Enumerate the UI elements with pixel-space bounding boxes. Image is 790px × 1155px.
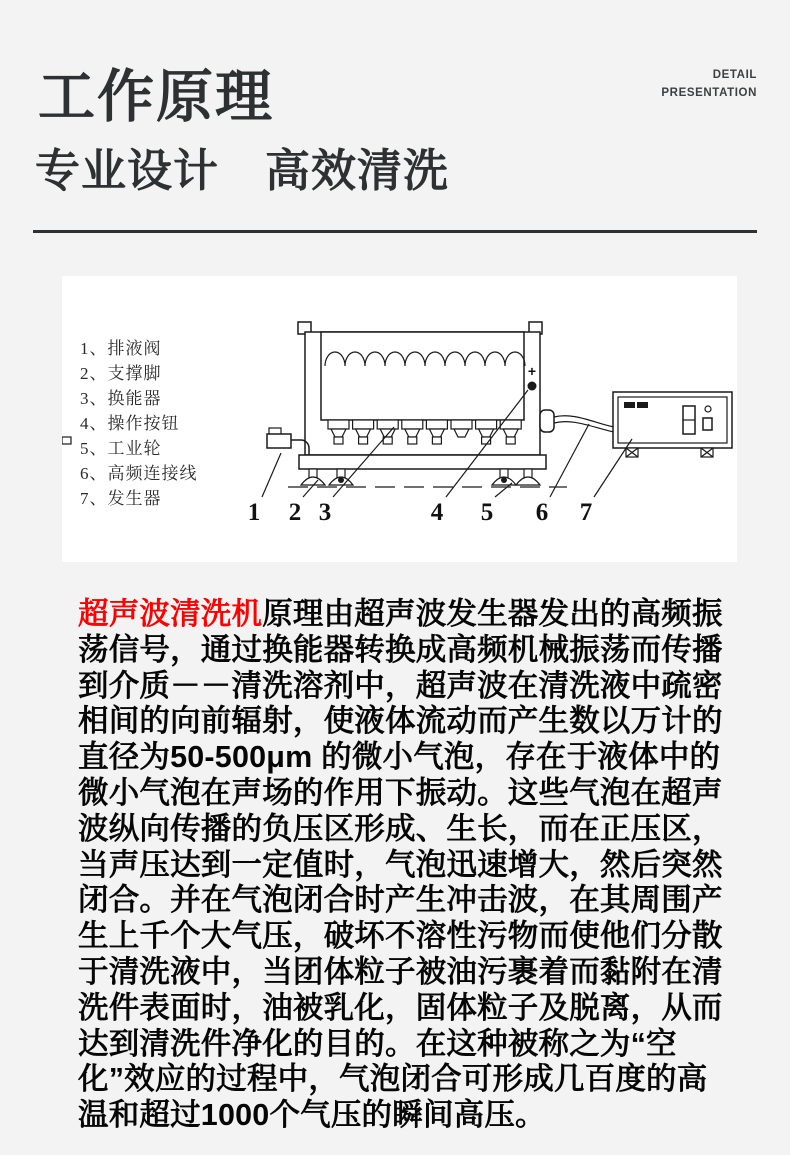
wheel-knob xyxy=(338,477,344,483)
callout-5: 5 xyxy=(480,499,494,526)
corner-tagline xyxy=(661,66,757,102)
highlight-keyword: 超声波清洗机 xyxy=(78,597,263,631)
paragraph-line: 超声波清洗机原理由超声波发生器发出的高频振 xyxy=(78,597,723,631)
callout-7: 7 xyxy=(579,499,593,526)
tank-base xyxy=(299,455,546,469)
legend-item-industrial-wheel: 5、工业轮 xyxy=(80,439,162,458)
paragraph-line: 化”效应的过程中，气泡闭合可形成几百度的高 xyxy=(78,1062,708,1097)
tank-inner-wall xyxy=(321,332,524,420)
paragraph-line: 荡信号，通过换能器转换成高频机械振荡而传播 xyxy=(78,632,723,667)
legend-item-drain-valve: 1、排液阀 xyxy=(80,339,162,358)
paragraph-line: 闭合。并在气泡闭合时产生冲击波，在其周围产 xyxy=(78,883,723,918)
paragraph-line: 波纵向传播的负压区形成、生长，而在正压区， xyxy=(78,811,723,846)
schematic-panel xyxy=(62,276,737,562)
paragraph-line: 于清洗液中，当团体粒子被油污裹着而黏附在清 xyxy=(78,954,723,989)
power-switch xyxy=(703,418,712,430)
generator-drawing xyxy=(613,392,732,457)
callout-3: 3 xyxy=(318,499,332,526)
drain-valve xyxy=(267,428,309,455)
generator-foot xyxy=(701,448,713,457)
legend-item-support-feet: 2、支撑脚 xyxy=(80,364,162,383)
callout-2: 2 xyxy=(288,499,302,526)
callout-1: 1 xyxy=(247,499,261,526)
hf-cable xyxy=(554,422,614,432)
generator-brand-mark xyxy=(637,402,648,408)
page-subtitle: 专业设计 高效清洗 xyxy=(35,145,450,196)
cable-port xyxy=(540,410,554,432)
legend-item-transducer: 3、换能器 xyxy=(80,389,162,408)
callout-6: 6 xyxy=(535,499,549,526)
ultrasonic-cleaner-schematic xyxy=(62,276,737,562)
corner-tagline-line1: DETAIL xyxy=(712,69,757,81)
divider-line xyxy=(33,230,757,233)
paragraph-line: 直径为50-500μm 的微小气泡，存在于液体中的 xyxy=(78,740,721,775)
paragraph-line: 生上千个大气压，破坏不溶性污物而使他们分散 xyxy=(78,919,723,954)
generator-foot xyxy=(626,448,638,457)
paragraph-line: 微小气泡在声场的作用下振动。这些气泡在超声 xyxy=(78,775,723,810)
page-title: 工作原理 xyxy=(38,65,274,129)
paragraph-line: 当声压达到一定值时，气泡迅速增大，然后突然 xyxy=(78,847,723,882)
paragraph-line: 温和超过1000个气压的瞬间高压。 xyxy=(78,1098,546,1133)
callout-numbers xyxy=(248,499,593,526)
paragraph-line: 到介质－－清洗溶剂中，超声波在清洗液中疏密 xyxy=(78,668,723,703)
support-feet xyxy=(301,469,540,485)
corner-tagline-line2: PRESENTATION xyxy=(661,87,757,99)
parts-legend xyxy=(80,339,198,508)
paragraph-line: 达到清洗件净化的目的。在这种被称之为“空 xyxy=(78,1026,677,1061)
paragraph-line: 相间的向前辐射，使液体流动而产生数以万计的 xyxy=(78,704,723,739)
generator-brand-mark xyxy=(624,402,635,408)
principle-paragraph xyxy=(78,597,723,1134)
legend-item-hf-cable: 6、高频连接线 xyxy=(80,464,198,483)
legend-item-generator: 7、发生器 xyxy=(80,489,162,508)
wheel-knob xyxy=(501,477,507,483)
paragraph-line: 洗件表面时，油被乳化，固体粒子及脱离，从而 xyxy=(78,990,723,1025)
legend-item-control-button: 4、操作按钮 xyxy=(80,414,180,433)
callout-4: 4 xyxy=(430,499,444,526)
indicator-lamp xyxy=(705,406,711,412)
operation-knob xyxy=(528,382,537,391)
plus-mark: + xyxy=(527,363,537,379)
